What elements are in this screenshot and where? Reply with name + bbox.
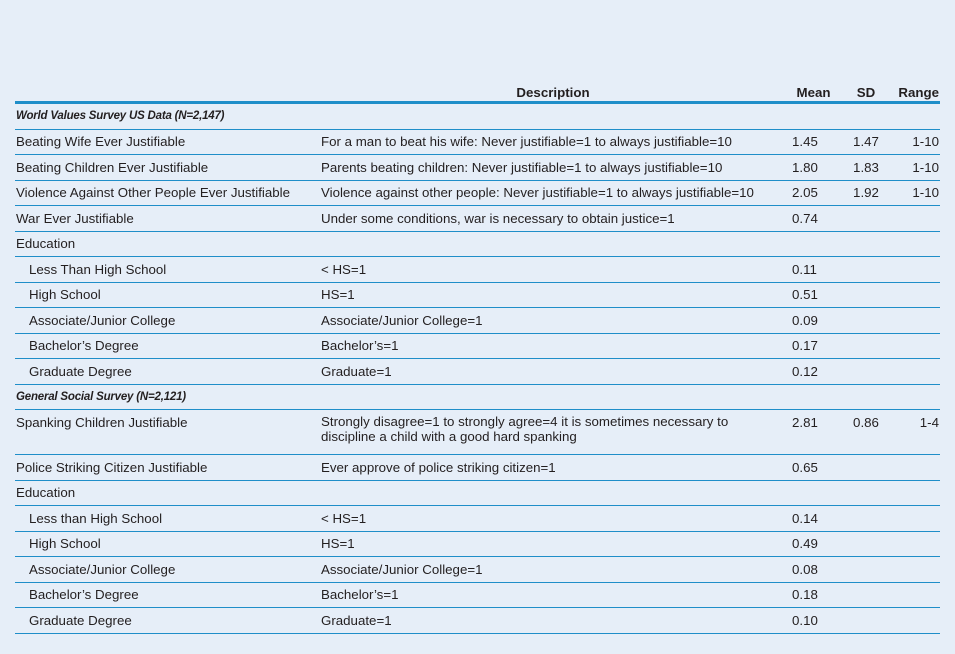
table-row bbox=[15, 506, 940, 532]
header-description: Description bbox=[321, 79, 785, 103]
section-title: General Social Survey (N=2,121) bbox=[15, 384, 940, 410]
table-row bbox=[15, 257, 940, 283]
range-cell bbox=[890, 359, 940, 385]
table-row bbox=[15, 308, 940, 334]
description-cell: Bachelor’s=1 bbox=[321, 582, 785, 608]
description-cell: For a man to beat his wife: Never justifiable=1 to always justifiable=10 bbox=[321, 129, 785, 155]
range-cell bbox=[890, 282, 940, 308]
mean-cell: 0.49 bbox=[785, 531, 842, 557]
description-cell: Strongly disagree=1 to strongly agree=4 it is sometimes necessary to discipline a child with a good hard spanking bbox=[321, 410, 785, 455]
table-row bbox=[15, 282, 940, 308]
range-cell bbox=[890, 257, 940, 283]
range-cell bbox=[890, 582, 940, 608]
variable-cell: Beating Children Ever Justifiable bbox=[15, 155, 321, 181]
mean-cell: 0.18 bbox=[785, 582, 842, 608]
mean-cell: 0.08 bbox=[785, 557, 842, 583]
sd-cell bbox=[842, 531, 890, 557]
variable-cell: Education bbox=[15, 480, 321, 506]
sd-cell bbox=[842, 257, 890, 283]
table-body bbox=[15, 103, 940, 634]
table-row bbox=[15, 531, 940, 557]
variable-cell: High School bbox=[15, 531, 321, 557]
variable-cell: Less Than High School bbox=[15, 257, 321, 283]
description-cell: Violence against other people: Never justifiable=1 to always justifiable=10 bbox=[321, 180, 785, 206]
sd-cell bbox=[842, 206, 890, 232]
sd-cell: 0.86 bbox=[842, 410, 890, 455]
sd-cell bbox=[842, 333, 890, 359]
description-cell: Associate/Junior College=1 bbox=[321, 308, 785, 334]
range-cell bbox=[890, 231, 940, 257]
description-cell: HS=1 bbox=[321, 282, 785, 308]
description-cell: Associate/Junior College=1 bbox=[321, 557, 785, 583]
mean-cell: 1.80 bbox=[785, 155, 842, 181]
variable-cell: War Ever Justifiable bbox=[15, 206, 321, 232]
variable-cell: Bachelor’s Degree bbox=[15, 333, 321, 359]
variable-cell: Education bbox=[15, 231, 321, 257]
sd-cell bbox=[842, 608, 890, 634]
sd-cell bbox=[842, 455, 890, 481]
header-range: Range bbox=[890, 79, 940, 103]
mean-cell: 1.45 bbox=[785, 129, 842, 155]
description-cell: < HS=1 bbox=[321, 257, 785, 283]
mean-cell: 2.81 bbox=[785, 410, 842, 455]
descriptive-statistics-table-wrapper bbox=[15, 79, 940, 634]
table-row bbox=[15, 455, 940, 481]
header-variable bbox=[15, 79, 321, 103]
sd-cell bbox=[842, 282, 890, 308]
table-row bbox=[15, 480, 940, 506]
range-cell bbox=[890, 480, 940, 506]
description-cell bbox=[321, 231, 785, 257]
sd-cell bbox=[842, 308, 890, 334]
variable-cell: Associate/Junior College bbox=[15, 308, 321, 334]
mean-cell: 0.65 bbox=[785, 455, 842, 481]
mean-cell bbox=[785, 480, 842, 506]
range-cell: 1-10 bbox=[890, 129, 940, 155]
descriptive-statistics-table bbox=[15, 79, 940, 634]
range-cell: 1-4 bbox=[890, 410, 940, 455]
mean-cell: 0.74 bbox=[785, 206, 842, 232]
sd-cell bbox=[842, 506, 890, 532]
variable-cell: Violence Against Other People Ever Justifiable bbox=[15, 180, 321, 206]
mean-cell: 0.09 bbox=[785, 308, 842, 334]
description-cell: Under some conditions, war is necessary to obtain justice=1 bbox=[321, 206, 785, 232]
sd-cell bbox=[842, 480, 890, 506]
range-cell bbox=[890, 455, 940, 481]
table-header bbox=[15, 79, 940, 103]
mean-cell: 2.05 bbox=[785, 180, 842, 206]
header-row bbox=[15, 79, 940, 103]
description-cell: Graduate=1 bbox=[321, 608, 785, 634]
sd-cell: 1.47 bbox=[842, 129, 890, 155]
description-cell: Ever approve of police striking citizen=1 bbox=[321, 455, 785, 481]
section-title: World Values Survey US Data (N=2,147) bbox=[15, 103, 940, 130]
mean-cell bbox=[785, 231, 842, 257]
variable-cell: Bachelor’s Degree bbox=[15, 582, 321, 608]
description-cell: Bachelor’s=1 bbox=[321, 333, 785, 359]
variable-cell: Graduate Degree bbox=[15, 608, 321, 634]
description-cell: Graduate=1 bbox=[321, 359, 785, 385]
mean-cell: 0.12 bbox=[785, 359, 842, 385]
description-cell: HS=1 bbox=[321, 531, 785, 557]
range-cell bbox=[890, 531, 940, 557]
mean-cell: 0.17 bbox=[785, 333, 842, 359]
variable-cell: Less than High School bbox=[15, 506, 321, 532]
table-row bbox=[15, 582, 940, 608]
section-header-row bbox=[15, 103, 940, 130]
table-row bbox=[15, 410, 940, 455]
table-row bbox=[15, 608, 940, 634]
section-header-row bbox=[15, 384, 940, 410]
variable-cell: Beating Wife Ever Justifiable bbox=[15, 129, 321, 155]
variable-cell: Spanking Children Justifiable bbox=[15, 410, 321, 455]
range-cell bbox=[890, 333, 940, 359]
table-row bbox=[15, 333, 940, 359]
range-cell bbox=[890, 506, 940, 532]
table-row bbox=[15, 155, 940, 181]
sd-cell: 1.83 bbox=[842, 155, 890, 181]
sd-cell bbox=[842, 557, 890, 583]
mean-cell: 0.51 bbox=[785, 282, 842, 308]
description-cell: Parents beating children: Never justifiable=1 to always justifiable=10 bbox=[321, 155, 785, 181]
sd-cell: 1.92 bbox=[842, 180, 890, 206]
variable-cell: Associate/Junior College bbox=[15, 557, 321, 583]
mean-cell: 0.14 bbox=[785, 506, 842, 532]
sd-cell bbox=[842, 582, 890, 608]
variable-cell: High School bbox=[15, 282, 321, 308]
table-row bbox=[15, 557, 940, 583]
header-mean: Mean bbox=[785, 79, 842, 103]
table-row bbox=[15, 359, 940, 385]
description-cell bbox=[321, 480, 785, 506]
range-cell bbox=[890, 308, 940, 334]
table-row bbox=[15, 206, 940, 232]
range-cell: 1-10 bbox=[890, 180, 940, 206]
table-row bbox=[15, 129, 940, 155]
sd-cell bbox=[842, 359, 890, 385]
description-cell: < HS=1 bbox=[321, 506, 785, 532]
range-cell bbox=[890, 608, 940, 634]
range-cell bbox=[890, 557, 940, 583]
variable-cell: Police Striking Citizen Justifiable bbox=[15, 455, 321, 481]
table-row bbox=[15, 231, 940, 257]
table-row bbox=[15, 180, 940, 206]
variable-cell: Graduate Degree bbox=[15, 359, 321, 385]
sd-cell bbox=[842, 231, 890, 257]
range-cell bbox=[890, 206, 940, 232]
header-sd: SD bbox=[842, 79, 890, 103]
range-cell: 1-10 bbox=[890, 155, 940, 181]
mean-cell: 0.10 bbox=[785, 608, 842, 634]
mean-cell: 0.11 bbox=[785, 257, 842, 283]
